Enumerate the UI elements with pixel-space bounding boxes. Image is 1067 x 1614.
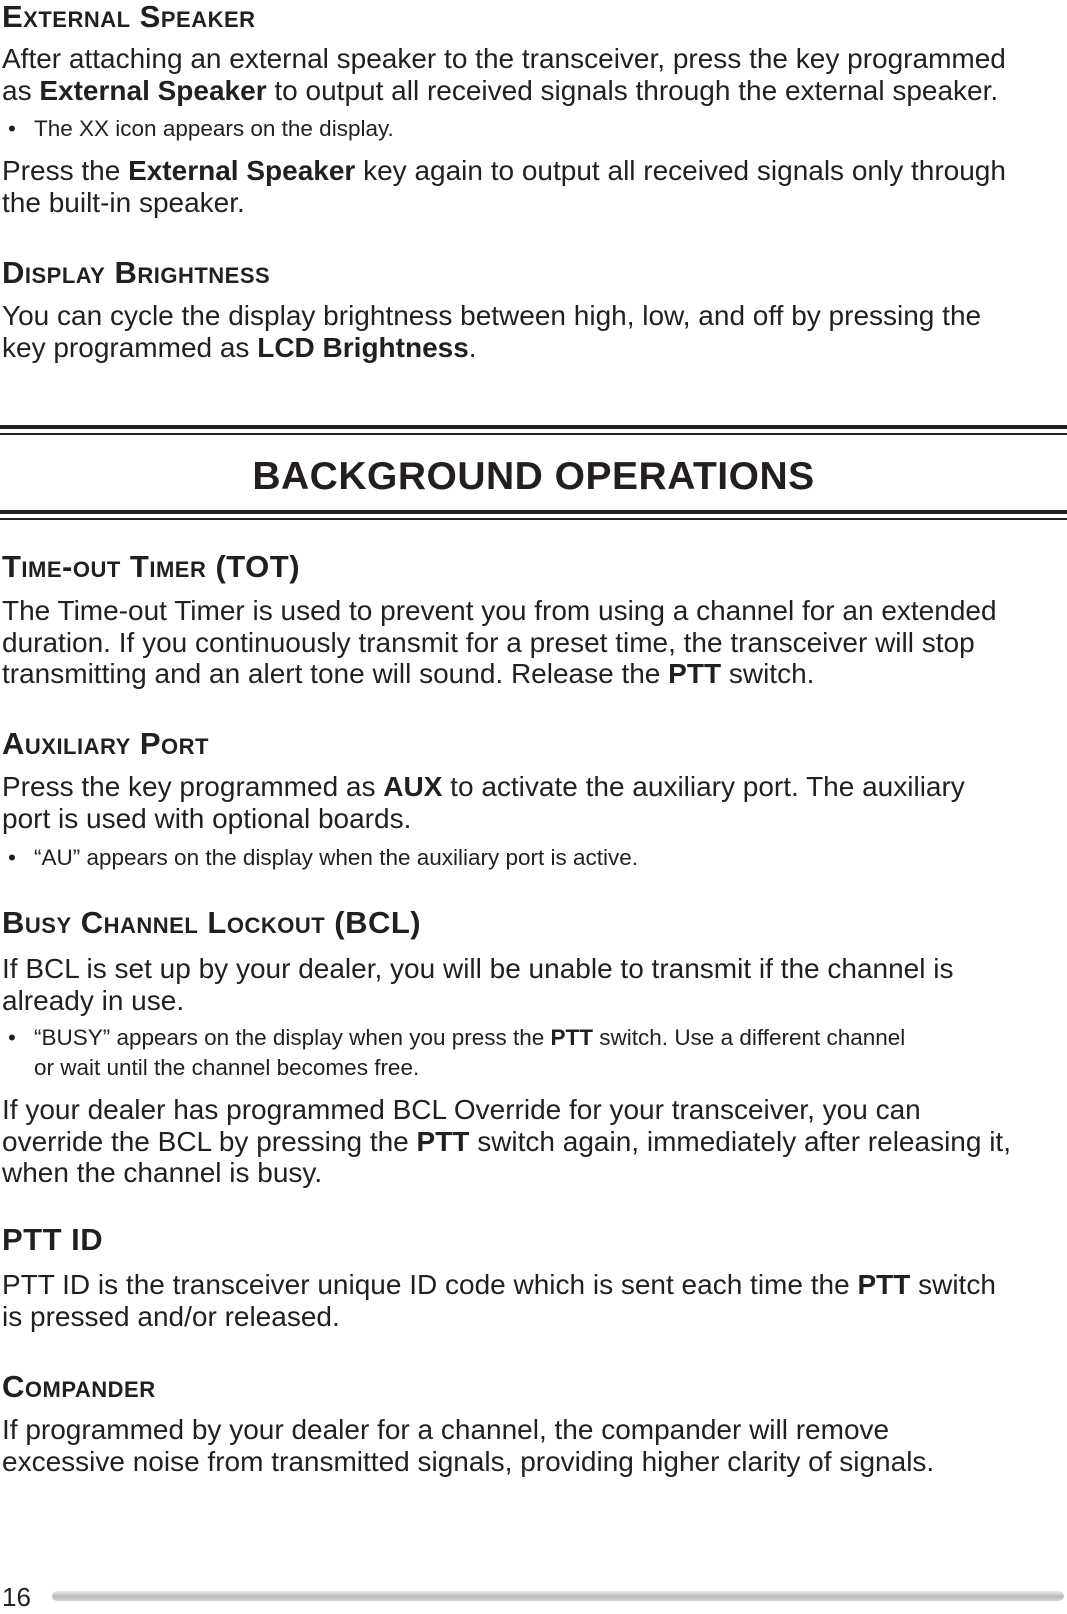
auxiliary-port-paragraph [2, 771, 1062, 834]
text-line: or wait until the channel becomes free. [34, 1055, 420, 1080]
ptt-id-heading: PTT ID [2, 1222, 104, 1257]
tot-paragraph [2, 595, 1062, 690]
tot-heading: Time-out Timer (TOT) [2, 549, 301, 584]
text-line: After attaching an external speaker to the transceiver, press the key programmed [2, 43, 1006, 74]
display-brightness-heading: Display Brightness [2, 255, 271, 290]
banner-top-rule-thin [0, 433, 1067, 435]
text-line: If BCL is set up by your dealer, you will be unable to transmit if the channel is [2, 953, 954, 984]
text-line: already in use. [2, 984, 185, 1016]
key-name-ptt: PTT [668, 658, 722, 689]
text-segment: to activate the auxiliary port. The auxiliary [442, 771, 965, 802]
text-segment: “BUSY” appears on the display when you press the [34, 1025, 551, 1050]
text-line: If your dealer has programmed BCL Override for your transceiver, you can [2, 1094, 921, 1125]
text-segment: switch [910, 1269, 996, 1300]
key-name-external-speaker: External Speaker [39, 74, 267, 106]
text-line: the built-in speaker. [2, 186, 245, 218]
banner-bottom-rule-thick [0, 510, 1067, 514]
text-segment: switch. [721, 658, 815, 689]
key-name-external-speaker: External Speaker [128, 155, 356, 186]
bcl-heading: Busy Channel Lockout (BCL) [2, 905, 422, 940]
page-number: 16 [2, 1582, 31, 1612]
bullet-icon: • [8, 1025, 16, 1050]
bcl-bullet [2, 1023, 1067, 1083]
display-brightness-paragraph [2, 300, 1062, 363]
external-speaker-paragraph-1 [2, 43, 1062, 106]
text-segment: key again to output all received signals only through [355, 155, 1006, 186]
banner-bottom-rule-thin [0, 518, 1067, 520]
text-segment: as [2, 74, 40, 106]
banner-top-rule-thick [0, 425, 1067, 429]
bcl-paragraph-2 [2, 1094, 1062, 1189]
text-line: If programmed by your dealer for a channel, the compander will remove [2, 1414, 890, 1445]
text-segment: switch. Use a different channel [593, 1025, 906, 1050]
section-banner-title: BACKGROUND OPERATIONS [252, 455, 815, 498]
bullet-icon: • [8, 845, 16, 870]
text-line: port is used with optional boards. [2, 802, 412, 834]
external-speaker-heading: External Speaker [2, 0, 256, 34]
bullet-text [34, 1023, 905, 1083]
text-line: The Time-out Timer is used to prevent you from using a channel for an extended [2, 595, 997, 626]
text-segment: Press the key programmed as [2, 771, 384, 802]
text-segment: PTT ID is the transceiver unique ID code which is sent each time the [2, 1269, 858, 1300]
compander-paragraph [2, 1414, 1062, 1477]
text-segment: key programmed as [2, 331, 258, 363]
bullet-text: The XX icon appears on the display. [34, 116, 394, 141]
text-line: when the channel is busy. [2, 1157, 323, 1188]
bullet-icon: • [8, 116, 16, 141]
text-segment: to output all received signals through the external speaker. [266, 74, 999, 106]
text-segment: Press the [2, 155, 129, 186]
key-name-aux: AUX [383, 771, 443, 802]
key-name-lcd-brightness: LCD Brightness [257, 331, 469, 363]
key-name-ptt: PTT [550, 1025, 594, 1050]
footer-bar [52, 1591, 1064, 1601]
text-segment: . [468, 331, 477, 363]
text-segment: transmitting and an alert tone will sound. Release the [2, 658, 669, 689]
key-name-ptt: PTT [416, 1125, 470, 1157]
text-line: is pressed and/or released. [2, 1300, 340, 1332]
external-speaker-paragraph-2 [2, 155, 1062, 218]
text-line: You can cycle the display brightness between high, low, and off by pressing the [2, 300, 982, 331]
bullet-text: “AU” appears on the display when the auxiliary port is active. [34, 845, 639, 870]
text-segment: override the BCL by pressing the [2, 1125, 417, 1157]
bcl-paragraph-1 [2, 953, 1062, 1016]
text-segment: switch again, immediately after releasing it, [469, 1125, 1011, 1157]
key-name-ptt: PTT [857, 1269, 911, 1300]
ptt-id-paragraph [2, 1269, 1062, 1332]
text-line: excessive noise from transmitted signals, providing higher clarity of signals. [2, 1445, 935, 1477]
auxiliary-port-heading: Auxiliary Port [2, 726, 209, 761]
text-line: duration. If you continuously transmit for a preset time, the transceiver will stop [2, 626, 975, 658]
compander-heading: Compander [2, 1369, 156, 1404]
